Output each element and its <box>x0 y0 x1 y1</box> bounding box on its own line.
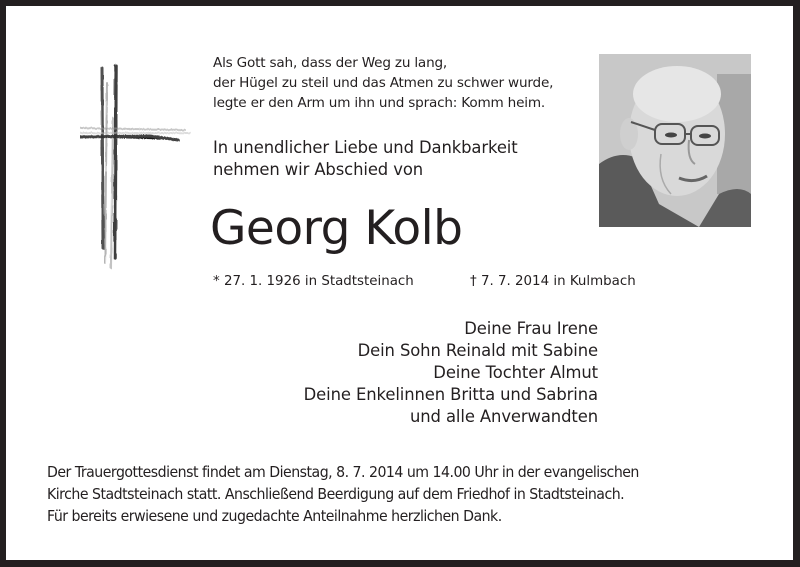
poem-line: legte er den Arm um ihn und sprach: Komm heim. <box>213 95 545 111</box>
mourner-line: und alle Anverwandten <box>409 407 598 426</box>
portrait-illustration <box>599 54 751 227</box>
death-date: † 7. 7. 2014 in Kulmbach <box>470 274 636 289</box>
mourner-line: Deine Tochter Almut <box>433 363 598 382</box>
poem <box>213 53 553 113</box>
service-line: Der Trauergottesdienst findet am Dienstag, 8. 7. 2014 um 14.00 Uhr in der evangelischen <box>47 463 639 481</box>
poem-line: Als Gott sah, dass der Weg zu lang, <box>213 55 448 71</box>
service-info <box>47 461 639 527</box>
cross-icon <box>80 58 200 273</box>
service-line: Für bereits erwiesene und zugedachte Anteilnahme herzlichen Dank. <box>47 507 502 525</box>
mourners-list <box>304 318 598 428</box>
intro-line: In unendlicher Liebe und Dankbarkeit <box>213 138 518 157</box>
intro-text <box>213 137 518 181</box>
service-line: Kirche Stadtsteinach statt. Anschließend Beerdigung auf dem Friedhof in Stadtsteinach. <box>47 485 625 503</box>
poem-line: der Hügel zu steil und das Atmen zu schwer wurde, <box>213 75 554 91</box>
mourner-line: Dein Sohn Reinald mit Sabine <box>357 341 598 360</box>
deceased-name: Georg Kolb <box>210 201 463 256</box>
mourner-line: Deine Frau Irene <box>464 319 598 338</box>
mourner-line: Deine Enkelinnen Britta und Sabrina <box>303 385 598 404</box>
portrait-photo <box>599 54 751 227</box>
intro-line: nehmen wir Abschied von <box>213 160 424 179</box>
birth-date: * 27. 1. 1926 in Stadtsteinach <box>213 274 414 289</box>
obituary-notice <box>6 6 793 560</box>
